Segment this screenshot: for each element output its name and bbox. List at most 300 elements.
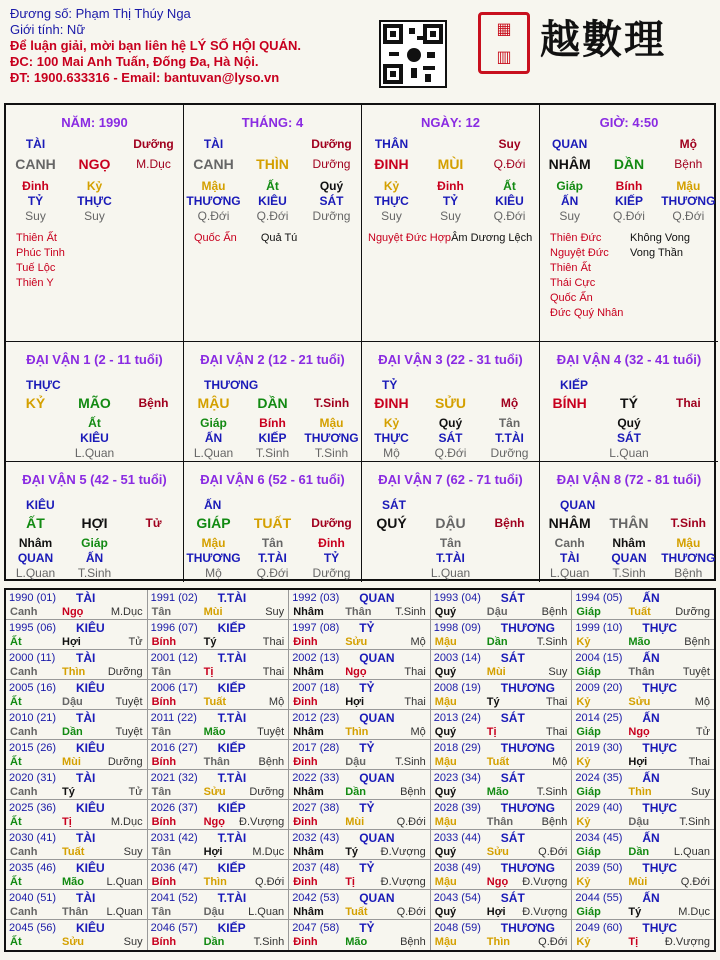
pillar-hidden-item: Mậu [201,179,226,193]
year-label: 2044 (55) [575,892,623,904]
year-label: 2045 (56) [9,922,57,934]
year-phase: Đ.Vượng [522,876,568,888]
dai-van-hidden-god-item: THƯƠNG [304,431,359,445]
year-cell [289,770,431,799]
dai-van-phase: Mộ [500,396,519,410]
year-cell [431,590,573,619]
year-branch: Thân [486,816,514,828]
year-stem: Kỷ [576,756,591,768]
year-label: 2009 (20) [575,682,623,694]
year-branch: Hợi [628,756,648,768]
year-branch: Dậu [486,606,508,618]
year-label: 2048 (59) [433,922,481,934]
year-stem: Giáp [576,666,601,678]
year-label: 2014 (25) [575,712,623,724]
dai-van-hidden-god-item [124,431,182,446]
year-label: 2013 (24) [433,712,481,724]
year-row [6,650,714,680]
year-label: 2015 (26) [9,742,57,754]
year-phase: Thai [262,666,285,678]
pillar-hidden-god [540,194,718,209]
year-row [6,890,714,920]
star-name: Nguyệt Đức [550,247,609,259]
year-cell [572,590,714,619]
year-cell [6,620,148,649]
year-branch: Mão [203,726,226,738]
year-stem: Đinh [293,816,318,828]
year-god: ẤN [642,831,660,845]
year-cell [148,650,290,679]
dai-van-stem-branch [6,516,183,531]
pillar-phase2-item: Q.Đới [672,209,705,223]
dai-van-branch: TÝ [620,395,638,411]
dai-van-phase2-item [480,566,538,581]
star-name: Vong Thần [630,247,684,259]
year-cell [572,920,714,950]
year-cell [289,650,431,679]
star-name: Quả Tú [260,232,298,244]
year-branch: Thân [62,906,89,918]
year-stem: Đinh [293,876,318,888]
pillar-hidden-god-item: THỰC [374,194,409,208]
year-stem: Ất [10,816,22,828]
year-label: 2020 (31) [9,772,57,784]
year-cell [6,800,148,829]
year-label: 2031 (42) [150,832,198,844]
year-cell [572,740,714,769]
year-cell [148,920,290,950]
dai-van-phase: Tử [145,516,162,530]
pillar-hidden-god-item: KIẾP [614,194,643,208]
year-label: 2047 (58) [292,922,340,934]
year-god: KIẾP [217,921,246,935]
dai-van-hidden-god-item: THƯƠNG [661,551,716,565]
dai-van-phase2-item: L.Quan [549,566,590,580]
year-god: ẤN [642,651,660,665]
dai-van-phase2-item: L.Quan [430,566,471,580]
pillar-hidden-god-item: ẤN [560,194,579,208]
brand-logo: 越數理 [540,16,666,63]
year-cell [572,830,714,859]
year-phase: Thai [688,756,710,768]
year-phase: Bệnh [541,606,568,618]
year-label: 2010 (21) [9,712,57,724]
dai-van-phase2 [540,566,718,581]
pillar-hidden-item: Kỷ [383,179,400,193]
year-branch: Tý [486,696,500,708]
year-label: 2041 (52) [150,892,198,904]
year-god: TỶ [359,681,375,695]
year-branch: Dần [628,846,650,858]
year-god: KIÊU [76,741,105,755]
dai-van-hidden [362,536,539,551]
year-cell [148,620,290,649]
year-label: 2035 (46) [9,862,57,874]
dai-van-stem-branch [184,396,361,411]
pillar-god-item: Dưỡng [133,137,174,151]
pillar-hidden-god-item: THƯƠNG [661,194,716,208]
year-label: 2039 (50) [575,862,623,874]
year-branch: Mùi [203,606,223,618]
year-god: TÀI [76,891,96,905]
gender: Giới tính: Nữ [10,22,86,37]
dai-van-phase2-item: L.Quan [15,566,56,580]
pillar-hidden-god [184,194,361,209]
dai-van-stem-branch [6,396,183,411]
star-name: Quốc Ấn [550,292,593,304]
year-row [6,590,714,620]
dai-van-phase2-item: Mộ [205,566,222,580]
year-god: THỰC [642,801,677,815]
dai-van-phase2-item: Q.Đới [256,566,289,580]
year-phase: Đ.Vượng [380,876,426,888]
year-god: KIÊU [76,681,105,695]
dai-van-phase2 [540,446,718,461]
year-stem: Kỷ [576,696,591,708]
pillar-hidden-god-item: KIÊU [258,194,287,208]
dai-van-hidden-god-item [480,551,538,566]
pillar-god [6,137,183,152]
dai-van-stem: GIÁP [196,515,231,531]
pillar-title: GIỜ: 4:50 [599,115,659,130]
dai-van-hidden-god-item [6,431,64,446]
year-branch: Thìn [345,726,369,738]
dai-van-phase2 [184,446,361,461]
year-stem: Mậu [434,816,457,828]
dai-van-phase: T.Sinh [313,396,350,410]
year-stem: Tân [151,846,172,858]
year-branch: Mùi [486,666,506,678]
year-god: KIÊU [76,921,105,935]
dai-van-hidden-item: Tân [439,536,462,550]
dai-van-phase2 [362,566,539,581]
pillar-god-item: TÀI [25,137,46,151]
year-cell [572,770,714,799]
year-stem: Đinh [293,696,318,708]
dai-van-hidden-god [540,551,718,566]
year-label: 2042 (53) [292,892,340,904]
pillar-phase2-item: Suy [440,209,461,223]
address-line: ĐC: 100 Mai Anh Tuấn, Đống Đa, Hà Nội. [10,54,259,69]
year-phase: Tử [128,636,143,648]
dai-van-title: ĐẠI VẬN 6 (52 - 61 tuổi) [200,472,345,487]
year-phase: Thai [545,696,568,708]
pillar-phase2-item: Dưỡng [312,209,351,223]
year-cell [572,680,714,709]
year-phase: Tuyệt [682,666,710,678]
dai-van-phase2-item: L.Quan [609,446,649,460]
year-god: TÀI [76,651,96,665]
year-cell [431,890,573,919]
dai-van-cell [184,462,362,582]
year-branch: Tý [345,846,359,858]
year-god: THƯƠNG [500,861,555,875]
year-branch: Tuất [62,846,85,858]
year-row [6,770,714,800]
year-branch: Mão [62,876,84,888]
dai-van-hidden-god [6,431,183,446]
year-cell [572,890,714,919]
dai-van-title: ĐẠI VẬN 5 (42 - 51 tuổi) [22,472,167,487]
year-cell [6,860,148,889]
pillar-title: NGÀY: 12 [421,115,480,130]
star-name: Thiên Y [16,277,54,289]
year-branch: Sửu [62,936,85,948]
pillar-god-item [243,137,301,152]
year-god: KIÊU [76,801,105,815]
pillar-phase2-item: Q.Đới [256,209,289,223]
year-stem: Bính [151,936,177,948]
pillar-branch: NGỌ [78,156,111,172]
year-branch: Mão [628,636,651,648]
year-stem: Quý [434,726,457,738]
year-cell [431,860,573,889]
year-branch: Thìn [628,786,652,798]
pillar-stem: CANH [193,156,234,172]
year-cell [289,830,431,859]
dai-van-stem: NHÂM [548,515,591,531]
year-god: T.TÀI [217,591,247,605]
dai-van-hidden-god-item: T.TÀI [495,431,524,445]
year-god: TỶ [359,621,375,635]
year-branch: Thìn [486,936,510,948]
year-label: 2011 (22) [150,712,197,724]
pillar-stem: CANH [15,156,56,172]
dai-van-branch: THÂN [609,515,649,531]
dai-van-hidden-item [124,416,182,431]
dai-van-hidden-item [362,536,420,551]
year-branch: Dần [345,786,366,798]
seal-stamp-icon: ▦ ▥ [478,12,530,74]
year-god: KIẾP [217,621,246,635]
year-row [6,920,714,950]
dai-van-stem-branch [362,516,539,531]
year-god: THƯƠNG [500,621,555,635]
year-phase: T.Sinh [679,816,710,828]
year-cell [148,770,290,799]
owner-name: Đương số: Phạm Thị Thúy Nga [10,6,191,21]
pillar-god-item: Suy [498,137,521,151]
year-stem: Quý [434,846,457,858]
year-phase: M.Dục [252,846,285,858]
year-cell [6,920,148,950]
star-col [550,231,623,321]
pillar-phase: Dưỡng [312,157,351,171]
dai-van-hidden-god-item: TÀI [559,551,580,565]
year-god: SÁT [500,831,525,845]
year-cell [431,680,573,709]
year-stem: Bính [151,696,177,708]
year-phase: Q.Đới [254,876,285,888]
dai-van-phase: T.Sinh [670,516,706,530]
year-branch: Thìn [62,666,86,678]
dai-van-hidden-god [540,431,718,446]
year-stem: Canh [10,846,38,858]
year-phase: T.Sinh [536,786,568,798]
pillar-hidden-god-item: SÁT [319,194,344,208]
dai-van-phase: Thai [675,396,701,410]
dai-van-hidden-item: Đinh [318,536,345,550]
dai-van-stem: KỶ [25,395,46,411]
pillar-hidden-god-item: TỶ [27,194,44,208]
year-branch: Dần [62,726,83,738]
dai-van-phase2-item: Dưỡng [490,446,529,460]
year-branch: Dần [203,936,225,948]
year-god: TÀI [76,711,96,725]
dai-van-hidden-god-item: ẤN [85,551,104,565]
year-branch: Mão [345,936,368,948]
dai-van-hidden-item [6,416,64,431]
year-cell [148,890,290,919]
year-phase: T.Sinh [253,936,285,948]
year-god: KIÊU [76,621,105,635]
year-phase: Suy [265,606,285,618]
year-phase: T.Sinh [536,636,568,648]
year-label: 2040 (51) [9,892,57,904]
year-row [6,620,714,650]
pillar-phase: Q.Đới [493,157,526,171]
dai-van-stem-branch [184,516,361,531]
year-row [6,740,714,770]
year-stem: Quý [434,786,457,798]
year-branch: Dậu [62,696,83,708]
year-label: 2005 (16) [9,682,57,694]
year-branch: Thân [345,606,372,618]
year-cell [148,860,290,889]
year-god: ẤN [642,891,660,905]
year-label: 1995 (06) [9,622,57,634]
dai-van-stem: MẬU [197,395,230,411]
dai-van-cell [6,462,184,582]
dai-van-hidden-item: Nhâm [612,536,646,550]
dai-van-hidden-item: Quý [617,416,641,430]
pillar-hidden [184,179,361,194]
year-god: KIẾP [217,801,246,815]
dai-van-hidden-god-item: THƯƠNG [186,551,241,565]
year-god: KIẾP [217,861,246,875]
pillar-phase2-item [124,209,182,224]
year-stem: Đinh [293,936,318,948]
star-name: Đức Quý Nhân [550,307,624,319]
pillar-hidden-god-item: KIÊU [495,194,524,208]
pillar-branch: MÙI [437,156,464,172]
header-info [10,6,301,86]
star-name: Phúc Tinh [16,247,65,259]
dai-van-stem-branch [540,396,718,411]
pillar-phase2 [362,209,539,224]
year-phase: L.Quan [673,846,710,858]
pillar-hidden-god [6,194,183,209]
dai-van-phase2-item [6,446,64,461]
year-phase: Mộ [410,636,426,648]
year-label: 2025 (36) [9,802,57,814]
pillar-title: THÁNG: 4 [241,115,304,130]
dai-van-hidden-god [362,551,539,566]
year-branch: Mùi [628,876,648,888]
year-phase: Suy [123,936,143,948]
year-god: SÁT [500,891,525,905]
dai-van-stem-branch [540,516,718,531]
year-phase: Bệnh [258,756,285,768]
year-branch: Tuất [345,906,368,918]
dai-van-hidden-item: Giáp [200,416,227,430]
year-stem: Canh [10,726,38,738]
year-stem: Nhâm [293,606,324,618]
year-phase: Q.Đới [538,846,568,858]
pillar-stem-branch [362,157,539,172]
year-god: SÁT [500,771,525,785]
year-stem: Đinh [293,636,318,648]
year-god: THỰC [642,681,677,695]
year-branch: Hợi [62,636,81,648]
year-cell [289,890,431,919]
year-label: 1997 (08) [292,622,340,634]
year-phase: Mộ [694,696,710,708]
pillar-phase2-item: Q.Đới [197,209,230,223]
star-name: Tuế Lộc [16,262,56,274]
dai-van-phase2 [6,446,183,461]
pillar-hidden-item: Mậu [676,179,701,193]
year-god: ẤN [642,771,660,785]
pillar-god-item: QUAN [551,137,588,151]
year-branch: Thân [203,756,230,768]
dai-van-phase2-item: T.Sinh [612,566,646,580]
star-name: Âm Dương Lệch [451,232,533,244]
year-row [6,710,714,740]
year-phase: Tuyệt [257,726,285,738]
year-label: 1998 (09) [433,622,481,634]
dai-van-hidden-god-item: ẤN [204,431,223,445]
dai-van-hidden-god [184,431,361,446]
dai-van-hidden-item: Ất [88,416,101,430]
dai-van-phase2-item: Bệnh [674,566,703,580]
pillar-phase2 [540,209,718,224]
year-label: 1999 (10) [575,622,623,634]
year-label: 2019 (30) [575,742,623,754]
pillar-hidden-god-item [124,194,182,209]
year-god: ẤN [642,591,660,605]
dai-van-phase2-item [124,566,182,581]
year-stem: Giáp [576,726,601,738]
year-stem: Ất [10,936,22,948]
pillar-god-item [600,137,659,152]
dai-van-god: THỰC [26,378,61,392]
dai-van-phase2-item: Dưỡng [312,566,351,580]
year-god: THỰC [642,921,677,935]
year-god: QUAN [359,651,395,665]
dai-van-stem: BÍNH [552,395,587,411]
pillar-hidden-god-item: THƯƠNG [186,194,241,208]
pillar-stars [368,231,533,246]
year-god: T.TÀI [217,891,247,905]
year-phase: Tuyệt [115,726,143,738]
year-cell [6,890,148,919]
year-phase: T.Sinh [395,756,426,768]
year-cell [6,650,148,679]
year-phase: Dưỡng [107,666,143,678]
year-branch: Sửu [628,696,651,708]
year-phase: Bệnh [684,636,710,648]
pillar-stem-branch [6,157,183,172]
year-god: QUAN [359,771,395,785]
year-label: 2002 (13) [292,652,340,664]
year-cell [148,830,290,859]
year-god: QUAN [359,891,395,905]
pillar-god-item: Mộ [679,137,697,151]
year-stem: Tân [151,786,172,798]
year-stem: Canh [10,906,38,918]
year-branch: Sửu [486,846,509,858]
